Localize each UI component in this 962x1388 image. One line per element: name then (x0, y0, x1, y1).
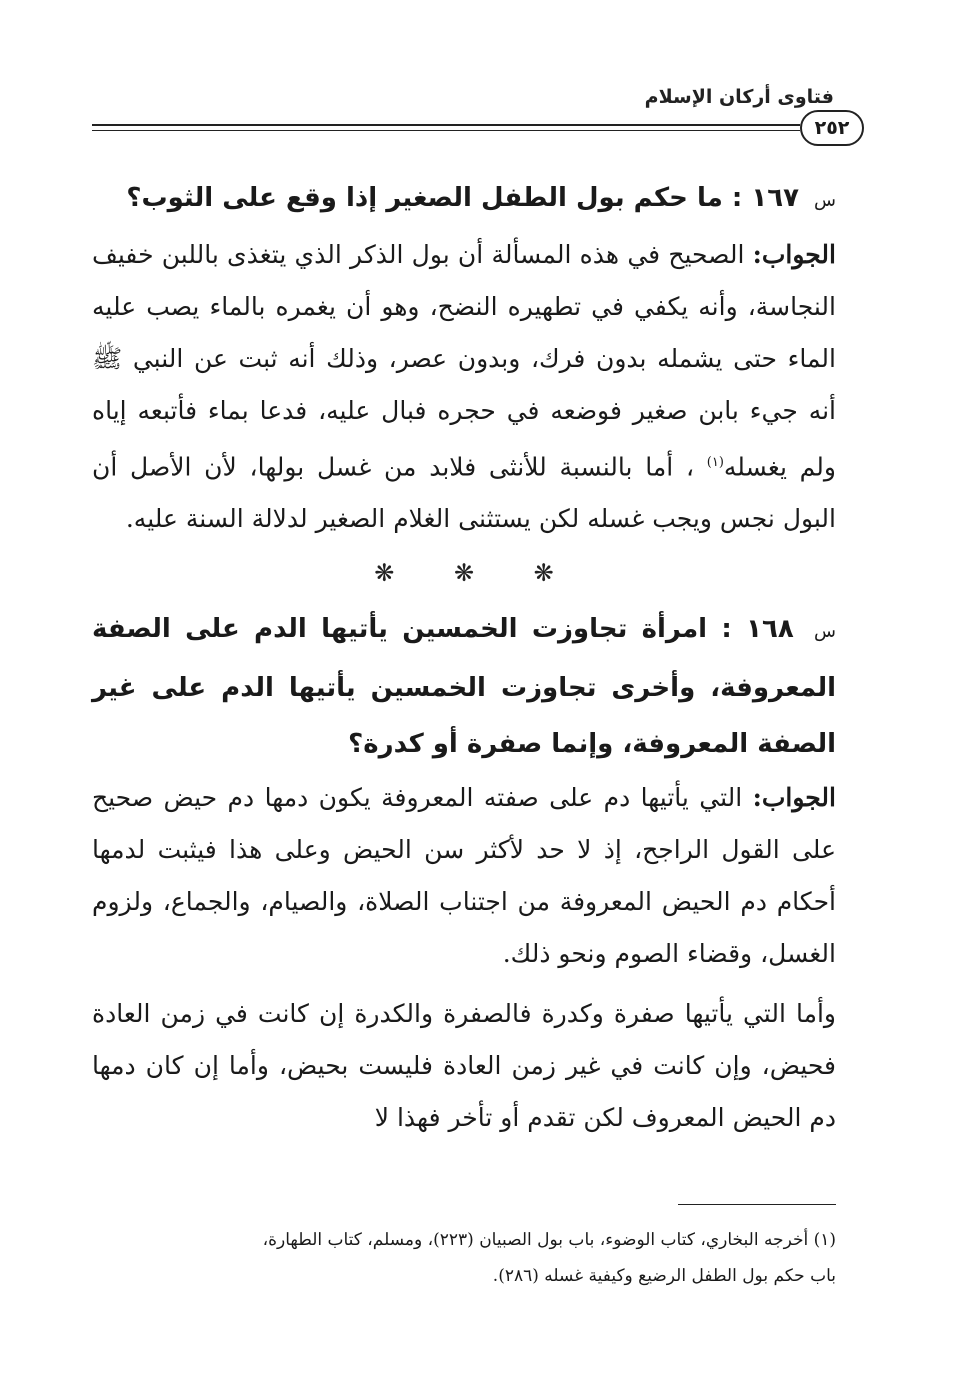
answer-168-paragraph-2: وأما التي يأتيها صفرة وكدرة فالصفرة والكدرة إن كانت في زمن العادة فحيض، وإن كانت في غير زمن العادة فليست بحيض، وأما إن كان دمها دم الحيض المعروف لكن تقدم أو تأخر فهذا لا (92, 999, 836, 1133)
footnote-rule (678, 1204, 836, 1205)
question-number: ١٦٧ : (731, 183, 799, 213)
section-separator: ❋ ❋ ❋ (374, 559, 580, 588)
question-text: امرأة تجاوزت الخمسين يأتيها الدم على الصفة المعروفة، وأخرى تجاوزت الخمسين يأتيها الدم على غير الصفة المعروفة، وإنما صفرة أو كدرة؟ (92, 614, 836, 760)
running-title: فتاوى أركان الإسلام (644, 86, 834, 108)
page-number: ٢٥٢ (800, 110, 864, 146)
question-168 (92, 601, 836, 772)
footnote-ref: (١) (706, 455, 724, 470)
answer-text-end: ، أما بالنسبة للأنثى فلابد من غسل بولها، لأن الأصل أن البول نجس ويجب غسله لكن يستثنى الغلام الصغير لدلالة السنة عليه. (92, 452, 836, 534)
footnote (92, 1222, 836, 1294)
answer-label: الجواب: (752, 783, 836, 813)
page-body (92, 170, 836, 1144)
answer-text: الصحيح في هذه المسألة أن بول الذكر الذي يتغذى باللبن خفيف النجاسة، وأنه يكفي في تطهيره النضح، وهو أن يغمره بالماء يصب عليه الماء حتى يشمله بدون فرك، وبدون عصر، وذلك أنه ثبت عن النبي ﷺ أنه جيء بابن صغير فوضعه في حجره فبال عليه، فدعا بماء فأتبعه إياه ولم يغسله (92, 240, 836, 482)
answer-168 (92, 772, 836, 980)
header-rule (92, 124, 800, 126)
question-marker: س (814, 190, 836, 211)
answer-167 (92, 229, 836, 545)
header-rule-thin (92, 130, 800, 131)
footnote-line-1: (١) أخرجه البخاري، كتاب الوضوء، باب بول الصبيان (٢٢٣)، ومسلم، كتاب الطهارة، (262, 1230, 836, 1250)
answer-text: التي يأتيها دم على صفته المعروفة يكون دمها دم حيض صحيح على القول الراجح، إذ لا حد لأكثر سن الحيض وعلى هذا فيثبت لدمها أحكام دم الحيض المعروفة من اجتناب الصلاة، والصيام، والجماع، ولزوم الغسل، وقضاء الصوم ونحو ذلك. (92, 783, 836, 969)
question-number: ١٦٨ : (721, 614, 794, 645)
question-marker: س (814, 621, 836, 643)
question-text: ما حكم بول الطفل الصغير إذا وقع على الثوب؟ (126, 183, 723, 213)
footnote-line-2: باب حكم بول الطفل الرضيع وكيفية غسله (٢٨٦). (492, 1266, 836, 1286)
answer-label: الجواب: (752, 240, 836, 269)
question-167 (92, 170, 836, 229)
